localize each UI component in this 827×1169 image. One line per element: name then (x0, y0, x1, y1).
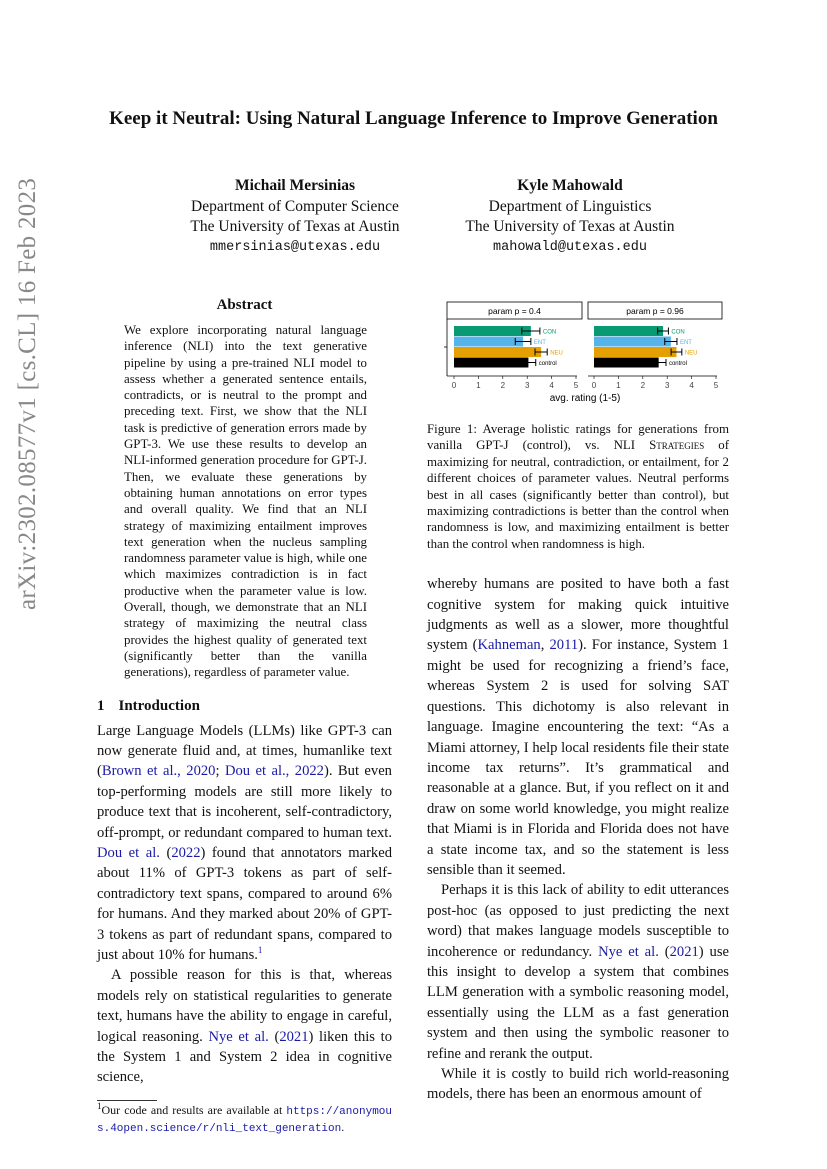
bar-neu (454, 347, 541, 357)
panel-title: param p = 0.4 (488, 306, 541, 316)
author-email[interactable]: mmersinias@utexas.edu (209, 239, 381, 255)
author-dept: Department of Computer Science (191, 197, 399, 215)
citation-link[interactable]: Nye et al. (208, 1028, 269, 1045)
bar-control (594, 358, 659, 368)
bar-label: control (668, 361, 687, 367)
bar-label: control (538, 361, 557, 367)
citation-link[interactable]: 2021 (669, 943, 699, 960)
figure-caption: Figure 1: Average holistic ratings for generations from vanilla GPT-J (control), vs. NLI Strategies of maximizing for neutral, contradiction, or entailment, for 2 different choices of parameter values. Neutral performs best in all cases (significantly better than control), but maximizing contradictions is better than the control when randomness is low, and maximizing entailment is better than the control when randomness is high. (427, 422, 729, 551)
paragraph: While it is costly to build rich world-reasoning models, there has been an enormous amount of (427, 1066, 729, 1103)
bar-neu (594, 347, 676, 357)
section-number: 1 (97, 697, 105, 714)
x-tick-label: 2 (640, 381, 646, 390)
section-title: Introduction (118, 697, 200, 714)
x-tick-label: 0 (451, 381, 457, 390)
author-name: Kyle Mahowald (517, 177, 623, 194)
bar-label: NEU (684, 350, 698, 357)
author-email[interactable]: mahowald@utexas.edu (493, 239, 647, 255)
bar-label: ENT (679, 340, 692, 346)
citation-link[interactable]: 2022 (171, 844, 201, 861)
x-axis-label: avg. rating (1-5) (549, 393, 621, 404)
citation-link[interactable]: 2011 (549, 637, 579, 654)
author-name: Michail Mersinias (234, 177, 356, 194)
abstract-text: We explore incorporating natural language inference (NLI) into the text generative pipeline by using a pre-trained NLI model to assess whether a generated sentence entails, contradicts, or is neutral to the prompt and preceding text. First, we show that the NLI task is predictive of generation errors made by GPT-3. We use these results to develop an NLI-informed generation procedure for GPT-J. Then, we evaluate these generations by obtaining human annotations on error types and overall quality. We find that an NLI strategy of maximizing entailment improves text generation when the nucleus sampling randomness parameter value is high, while one which maximizes contradiction is in fact productive when the parameter value is low. Overall, though, we demonstrate that an NLI strategy of maximizing the neutral class provides the highest quality of generated text (significantly better than the vanilla generations), regardless of parameter value. (124, 323, 367, 680)
x-tick-label: 2 (500, 381, 506, 390)
bar-con (594, 326, 663, 336)
author-univ: The University of Texas at Austin (465, 218, 675, 235)
author-univ: The University of Texas at Austin (190, 218, 400, 235)
bar-label: CON (671, 329, 685, 336)
panel-title: param p = 0.96 (626, 306, 684, 316)
author-2 (425, 176, 715, 258)
citation-link[interactable]: 2021 (279, 1028, 309, 1045)
x-tick-label: 1 (616, 381, 621, 390)
bar-label: NEU (550, 350, 563, 357)
footnote-rule (97, 1100, 157, 1101)
citation-link[interactable]: Dou et al., 2022 (224, 763, 324, 780)
left-column-body (97, 721, 392, 1088)
right-column (427, 295, 729, 1125)
x-tick-label: 5 (713, 381, 719, 390)
citation-link[interactable]: Nye et al. (598, 943, 659, 960)
citation-link[interactable]: Dou et al. (97, 844, 160, 861)
paper-title: Keep it Neutral: Using Natural Language Inference to Improve Generation (109, 108, 718, 129)
paragraph: whereby humans are posited to have both a fast cognitive system for making quick intuitive judgments as well as a slower, more thoughtful system (Kahneman, 2011). For instance, System 1 might be used for recognizing a friend’s face, whereas System 2 is used for solving SAT questions. This dichotomy is also relevant in language. Imagine encountering the text: “As a Miami attorney, I help local residents file their state income tax returns”. It’s grammatical and reasonable at a glance. But, if you reflect on it and draw on some world knowledge, you might realize that Miami is in Florida and Florida does not have a state income tax, and so the statement is less sensible than it seemed. (427, 576, 729, 878)
bar-control (454, 358, 528, 368)
author-1 (150, 176, 440, 258)
paragraph: Large Language Models (LLMs) like GPT-3 can now generate fluid and, at times, humanlike text (Brown et al., 2020; Dou et al., 2022). But even top-performing models are still more likely to produce text that is incoherent, self-contradictory, off-prompt, or redundant compared to human text. Dou et al. (2022) found that annotators marked about 11% of GPT-3 tokens as part of self-contradictory text spans, compared to around 6% for humans. And they marked about 20% of GPT-3 tokens as part of redundant spans, compared to just about 10% for humans.$^1$ (97, 722, 392, 963)
x-tick-label: 0 (591, 381, 597, 390)
bar-label: ENT (533, 340, 546, 346)
abstract-heading: Abstract (216, 297, 273, 313)
footnote: $^1$Our code and results are available at https://anonymous.4open.science/r/nli_text_generation. (97, 1100, 392, 1135)
paragraph: A possible reason for this is that, whereas models rely on statistical regularities to generate text, humans have the ability to engage in careful, logical reasoning. Nye et al. (2021) liken this to the System 1 and System 2 idea in cognitive science, (97, 967, 392, 1086)
x-tick-label: 3 (664, 381, 670, 390)
bar-con (454, 326, 531, 336)
left-column (97, 296, 392, 1157)
author-dept: Department of Linguistics (488, 197, 652, 215)
citation-link[interactable]: Kahneman (477, 637, 541, 654)
bar-ent (594, 337, 671, 347)
code-link[interactable]: https://anonymous.4open.science/r/nli_text_generation (97, 1105, 392, 1135)
citation-link[interactable]: Brown et al., 2020 (101, 763, 216, 780)
x-tick-label: 4 (549, 381, 554, 390)
x-tick-label: 3 (524, 381, 530, 390)
figure-1-chart (425, 295, 755, 410)
x-tick-label: 5 (573, 381, 579, 390)
bar-label: CON (542, 329, 557, 336)
x-tick-label: 1 (476, 381, 481, 390)
x-tick-label: 4 (689, 381, 694, 390)
bar-ent (454, 337, 523, 347)
paragraph: Perhaps it is this lack of ability to edit utterances post-hoc (as opposed to just predicting the next word) that makes language models susceptible to incoherence or redundancy. Nye et al. (2021) use this insight to develop a system that combines LLM generation with a symbolic reasoning model, essentially using the LLM as a fast generation system and then using the symbolic reasoner to refine and rerank the output. (427, 882, 729, 1062)
right-column-body (427, 574, 729, 1105)
arxiv-stamp: arXiv:2302.08577v1 [cs.CL] 16 Feb 2023 (14, 177, 41, 610)
footnote-mark[interactable]: 1 (257, 945, 263, 956)
section-heading (97, 697, 392, 715)
